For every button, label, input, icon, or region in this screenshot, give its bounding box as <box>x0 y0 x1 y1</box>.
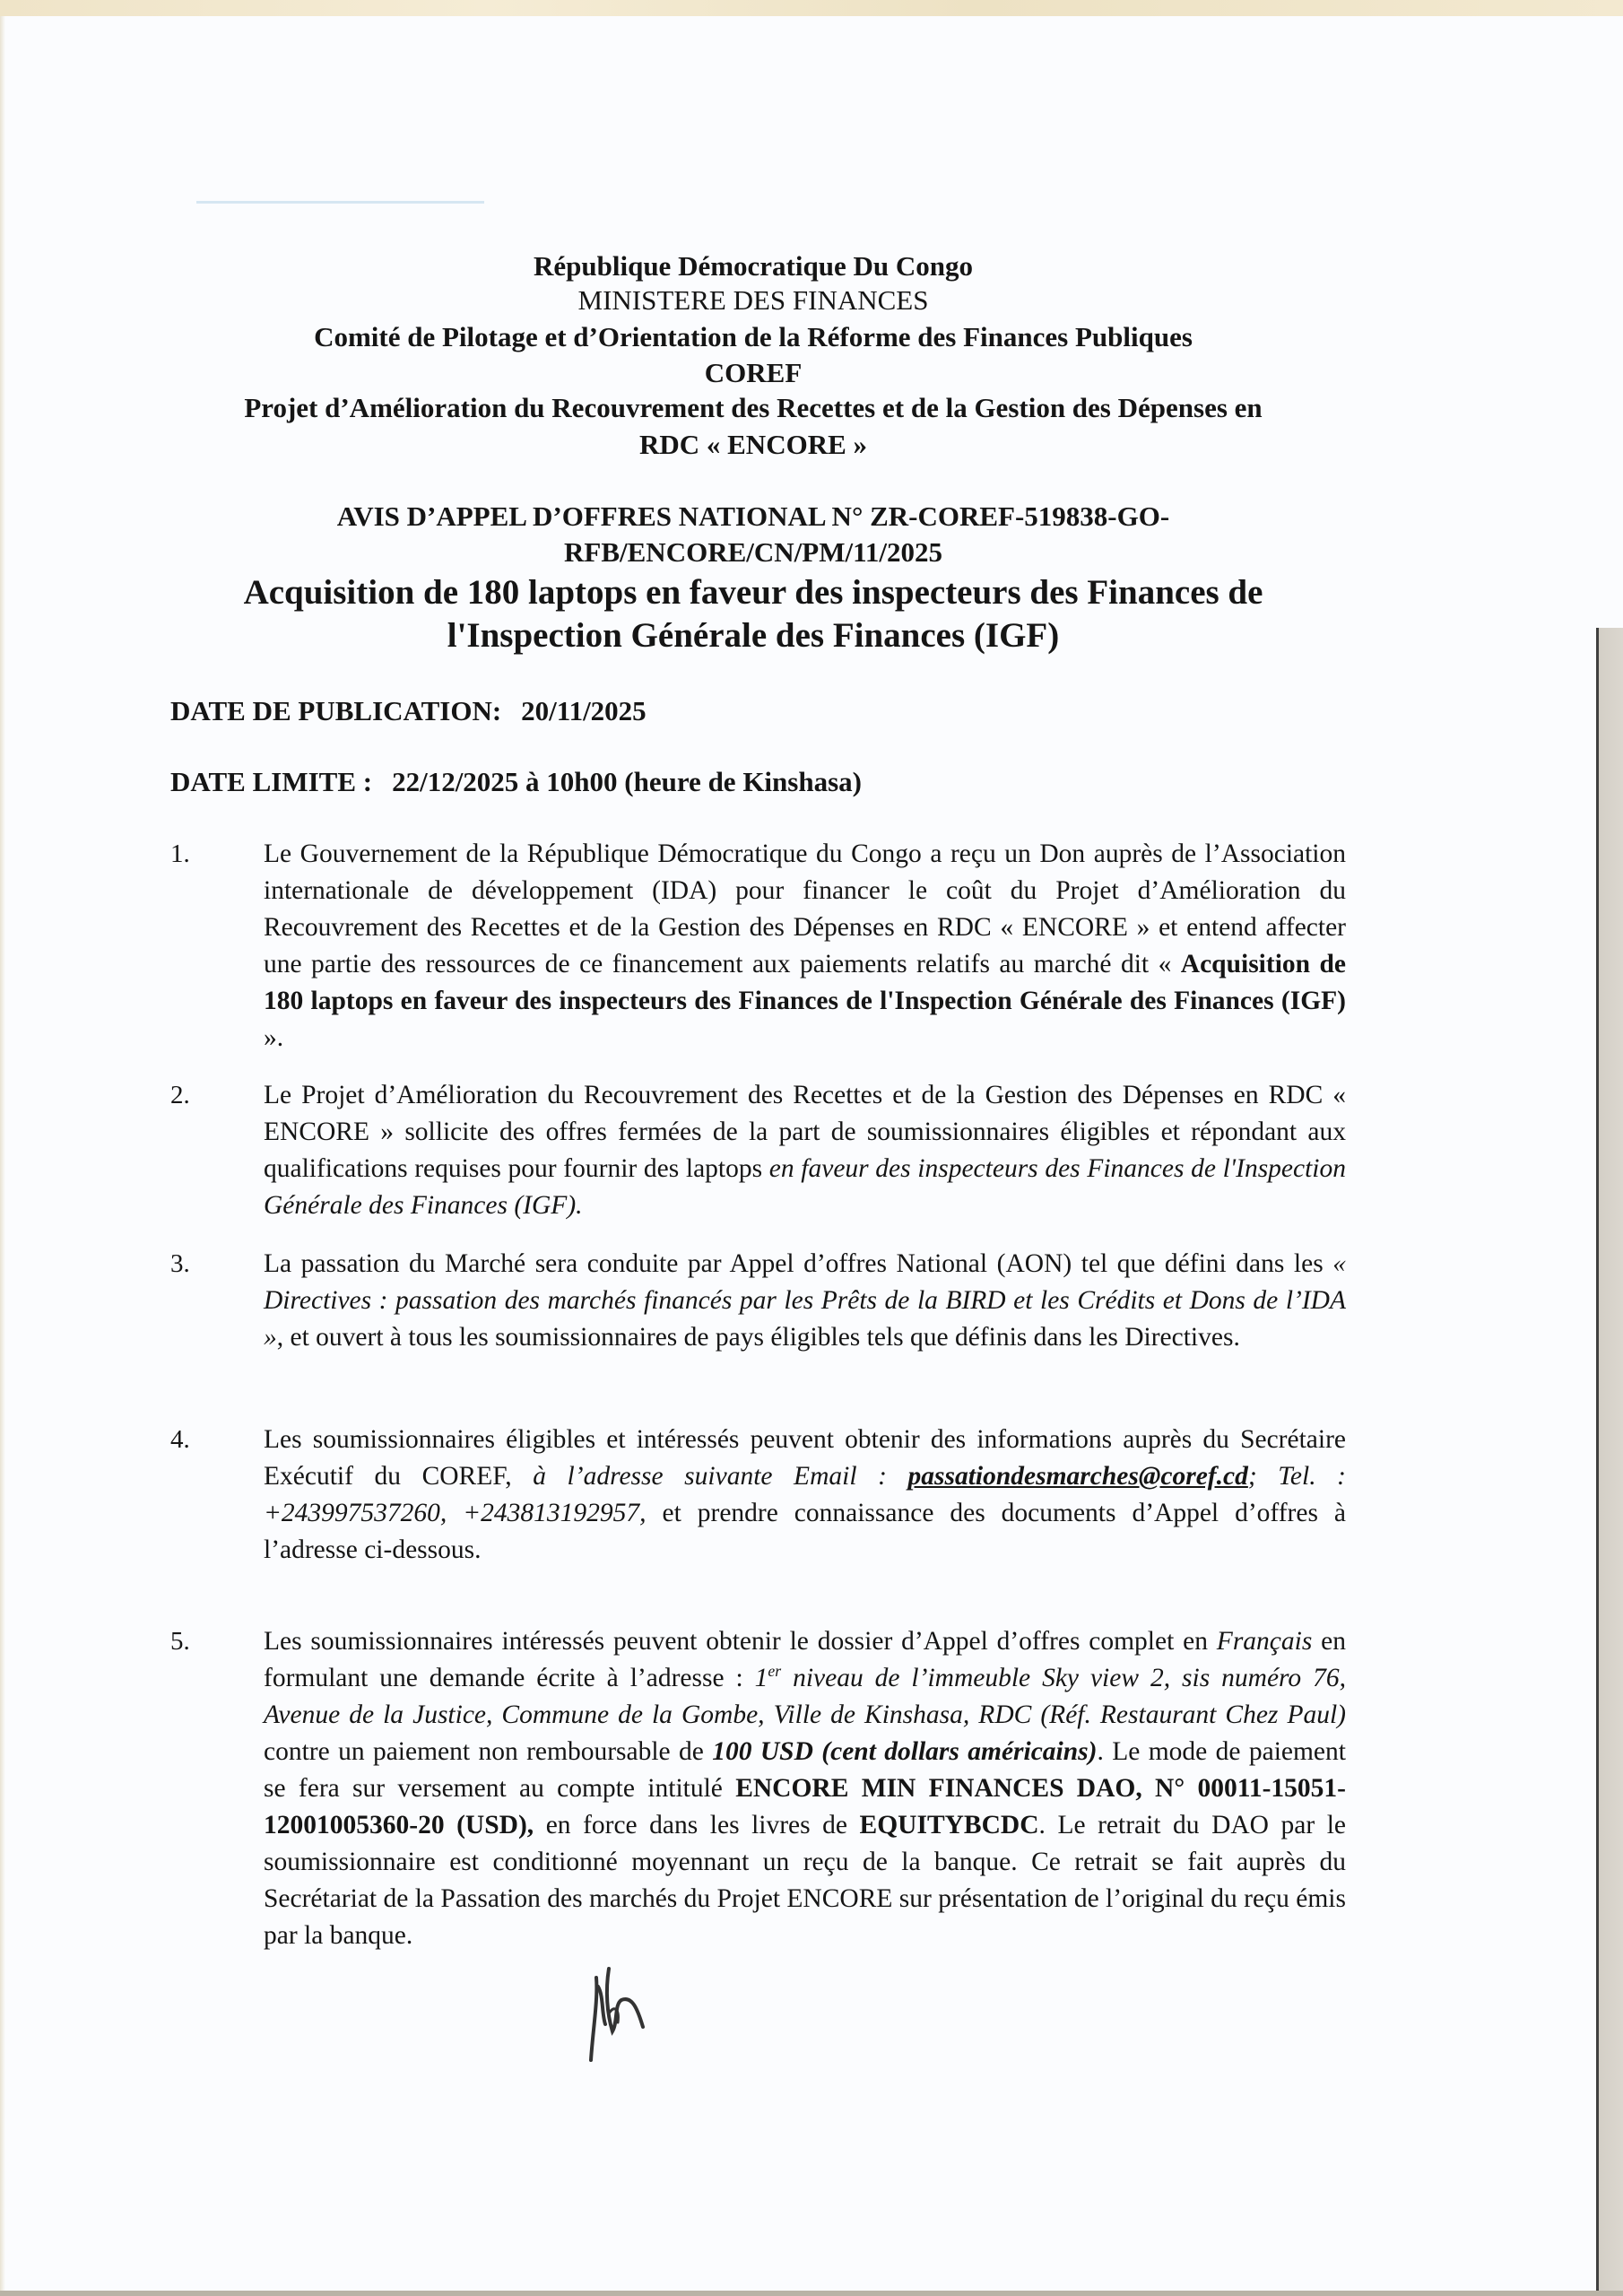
email-link[interactable]: passationdesmarches@coref.cd <box>907 1462 1248 1491</box>
text-segment: , et ouvert à tous les soumissionnaires de pays éligibles tels que définis dans les Directives. <box>276 1323 1240 1352</box>
text-segment: en force dans les livres de <box>534 1811 860 1839</box>
paragraph-text <box>264 1422 1346 1569</box>
deadline-label: DATE LIMITE : <box>170 766 373 797</box>
notice-title-line1: Acquisition de 180 laptops en faveur des inspecteurs des Finances de <box>243 573 1263 612</box>
paragraph-number: 4. <box>170 1425 190 1454</box>
paragraph-text <box>264 836 1346 1057</box>
notice-title-line2: l'Inspection Générale des Finances (IGF) <box>447 616 1060 655</box>
text-segment: contre un paiement non remboursable de <box>264 1737 713 1766</box>
directives-reference: « Directives : passation des marchés financés par les Prêts de la BIRD et les Crédits et Dons de l’IDA » <box>264 1249 1346 1352</box>
text-segment: La passation du Marché sera conduite par Appel d’offres National (AON) tel que défini dans les <box>264 1249 1333 1278</box>
text-segment-italic: à l’adresse suivante Email : <box>533 1462 908 1491</box>
paragraph-number: 1. <box>170 839 190 868</box>
text-segment: Les soumissionnaires intéressés peuvent obtenir le dossier d’Appel d’offres complet en <box>264 1627 1217 1656</box>
committee-name: Comité de Pilotage et d’Orientation de la Réforme des Finances Publiques <box>314 321 1193 352</box>
scan-right-edge <box>1596 628 1623 2296</box>
deadline-value: 22/12/2025 à 10h00 (heure de Kinshasa) <box>392 766 862 797</box>
notice-reference-line1: AVIS D’APPEL D’OFFRES NATIONAL N° ZR-COREF-519838-GO- <box>336 500 1170 532</box>
bank-name: EQUITYBCDC <box>859 1811 1039 1839</box>
paragraph-text <box>264 1246 1346 1356</box>
text-segment: . Le mode de paiement se fera sur versement au compte intitulé <box>264 1737 1346 1803</box>
text-segment: Le Projet d’Amélioration du Recouvrement des Recettes et de la Gestion des Dépenses en RDC « ENCORE » sollicite des offres fermées de la part de soumissionnaires éligibles et répondant aux qualifications requises pour fournir des laptops <box>264 1081 1346 1183</box>
ordinal-suffix: er <box>768 1662 782 1681</box>
ministry-name: MINISTERE DES FINANCES <box>577 284 929 316</box>
scan-left-edge <box>0 16 5 2294</box>
text-segment: en formulant une demande écrite à l’adresse : <box>264 1627 1346 1692</box>
publication-date-label: DATE DE PUBLICATION: <box>170 695 502 726</box>
acronym: COREF <box>704 357 803 388</box>
contract-name-bold: Acquisition de 180 laptops en faveur des inspecteurs des Finances de l'Inspection Générale des Finances (IGF) <box>264 950 1346 1015</box>
address: niveau de l’immeuble Sky view 2, sis numéro 76, Avenue de la Justice, Commune de la Gombe, Ville de Kinshasa, RDC (Réf. Restaurant Chez Paul) <box>264 1664 1346 1729</box>
text-segment: ». <box>264 1023 284 1052</box>
paragraph-number: 5. <box>170 1627 190 1656</box>
text-segment: Le Gouvernement de la République Démocratique du Congo a reçu un Don auprès de l’Association internationale de développement (IDA) pour financer le coût du Projet d’Amélioration du Recouvrement des Recettes et de la Gestion des Dépenses en RDC « ENCORE » et entend affecter une partie des ressources de ce financement aux paiements relatifs au marché dit « <box>264 839 1346 978</box>
paragraph-number: 3. <box>170 1249 190 1278</box>
paragraph-text <box>264 1623 1346 1954</box>
text-segment: Les soumissionnaires éligibles et intéressés peuvent obtenir des informations auprès du Secrétaire Exécutif du COREF, <box>264 1425 1346 1491</box>
text-segment: et prendre connaissance des documents d’Appel d’offres à l’adresse ci-dessous. <box>264 1499 1346 1564</box>
notice-title-block <box>108 0 1399 664</box>
deadline-date <box>170 764 862 800</box>
address-floor: 1 <box>754 1664 768 1692</box>
publication-date-value: 20/11/2025 <box>521 695 647 726</box>
text-segment-italic: en faveur des inspecteurs des Finances de l'Inspection Générale des Finances (IGF). <box>264 1154 1347 1220</box>
paragraph-text <box>264 1077 1346 1224</box>
notice-reference-line2: RFB/ENCORE/CN/PM/11/2025 <box>564 536 942 568</box>
scan-bottom-edge <box>0 2291 1623 2296</box>
handwritten-initials-signature <box>587 1960 659 2063</box>
paragraph-number: 2. <box>170 1081 190 1109</box>
language: Français <box>1216 1627 1313 1656</box>
country-name: République Démocratique Du Congo <box>533 250 973 282</box>
text-segment: . Le retrait du DAO par le soumissionnaire est conditionné moyennant un reçu de la banque. Ce retrait se fait auprès du Secrétariat de la Passation des marchés du Projet ENCORE sur présentation de l’original du reçu émis par la banque. <box>264 1811 1347 1950</box>
phone-numbers: ; Tel. : +243997537260, +243813192957, <box>264 1462 1346 1527</box>
bank-account: ENCORE MIN FINANCES DAO, N° 00011-15051-12001005360-20 (USD), <box>264 1774 1347 1839</box>
project-name-line2: RDC « ENCORE » <box>638 429 868 460</box>
fee-amount: 100 USD (cent dollars américains) <box>712 1737 1098 1766</box>
publication-date <box>170 693 647 729</box>
project-name-line1: Projet d’Amélioration du Recouvrement des Recettes et de la Gestion des Dépenses en <box>244 392 1263 423</box>
